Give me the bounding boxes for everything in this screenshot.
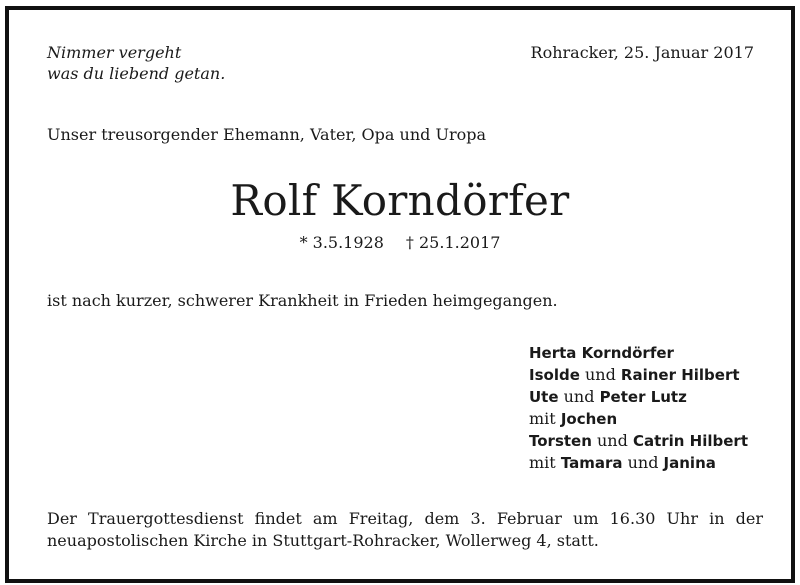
mourner-row (529, 342, 748, 364)
obituary-frame (5, 6, 795, 583)
mourner-row (529, 408, 748, 430)
mourner-connector: und (591, 431, 633, 450)
death-date: † 25.1.2017 (405, 233, 501, 252)
motto-quote (47, 42, 225, 84)
mourner-connector: und (579, 365, 621, 384)
mourner-name: Isolde (529, 366, 580, 384)
mourner-name: Janina (663, 454, 716, 472)
place-and-date: Rohracker, 25. Januar 2017 (530, 43, 754, 62)
birth-date: * 3.5.1928 (299, 233, 384, 252)
mourner-connector: mit (529, 409, 561, 428)
mourner-name: Jochen (560, 410, 618, 428)
mourner-row (529, 452, 748, 474)
deceased-name: Rolf Korndörfer (230, 176, 570, 225)
mourner-connector: und (558, 387, 600, 406)
mourners-list (529, 342, 748, 474)
mourner-name: Herta Korndörfer (529, 344, 674, 362)
mourner-name: Catrin Hilbert (632, 432, 748, 450)
life-dates (9, 232, 791, 253)
mourner-name: Peter Lutz (599, 388, 687, 406)
funeral-service-notice (47, 508, 763, 552)
motto-line-2: was du liebend getan. (47, 64, 226, 83)
mourner-name: Tamara (560, 454, 623, 472)
motto-line-1: Nimmer vergeht (47, 43, 182, 62)
mourner-name: Torsten (529, 432, 592, 450)
mourner-name: Rainer Hilbert (620, 366, 740, 384)
mourner-row (529, 364, 748, 386)
passing-text: ist nach kurzer, schwerer Krankheit in Frieden heimgegangen. (47, 291, 558, 310)
mourner-name: Ute (529, 388, 559, 406)
mourner-row (529, 386, 748, 408)
service-line-1: Der Trauergottesdienst findet am Freitag, dem 3. Februar um 16.30 Uhr in der (47, 509, 763, 528)
service-line-2: neuapostolischen Kirche in Stuttgart-Rohracker, Wollerweg 4, statt. (47, 531, 599, 550)
intro-text: Unser treusorgender Ehemann, Vater, Opa und Uropa (47, 125, 487, 144)
mourner-connector: und (622, 453, 664, 472)
mourner-connector: mit (529, 453, 561, 472)
mourner-row (529, 430, 748, 452)
